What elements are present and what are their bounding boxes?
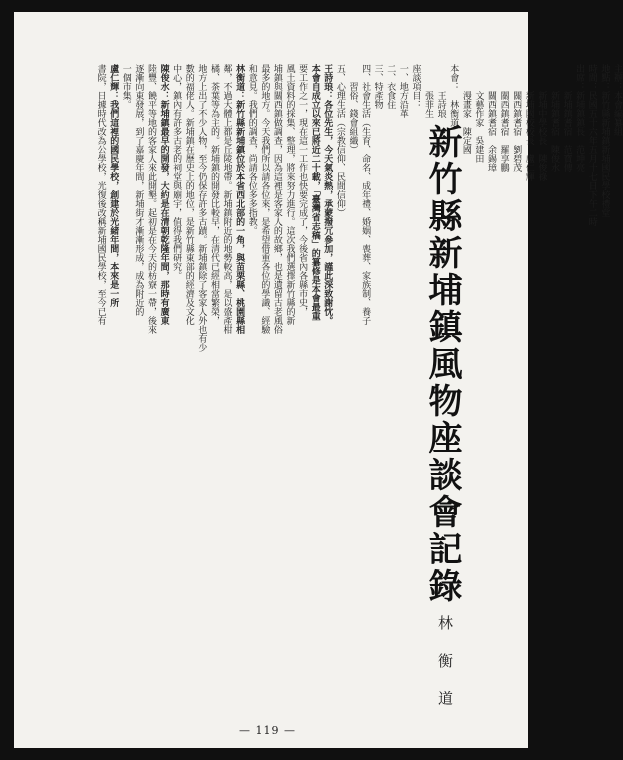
text-line: 數的福佬人。新埔鎮在歷史上的地位，是新竹縣東部的經濟及文化 — [183, 64, 194, 325]
text-line: 盧仁輝：我們這裡的國民學校，創建於光緒年間，本來是一所 — [108, 64, 119, 307]
text-line: 地方上出了不少人物，至今仍保存許多古蹟。新埔鎮除了客家人外也有少 — [196, 64, 207, 352]
text-line: 王詩琅：各位先生，今天氣炎熱，承蒙撥冗參加，謹此深致謝忱。 — [322, 64, 333, 325]
text-line: 一、地方沿革 — [397, 64, 408, 118]
text-line: 橘、茶葉等為主的。新埔鎮的開發比較早，在清代已經相當繁榮， — [208, 64, 219, 325]
text-line: 新埔國校校長 盧仁輝 — [523, 64, 534, 181]
text-line: 陳俊水：新埔鎮最早的開發，大約是在清朝乾隆年間，那時有廣東 — [158, 64, 169, 325]
text-line: 時間：民國五十六年五月十七日下午二時 — [586, 64, 597, 226]
text-line: 要工作之一，現在這一工作也快要完成了，今後省內各縣市史， — [297, 64, 308, 316]
text-line: 本會自成立以來已將近二十載，「臺灣省志稿」的纂修是本會最重 — [309, 64, 320, 321]
text-line: 五、心理生活（宗教信仰、民間信仰） — [334, 64, 345, 217]
author-name: 林 衡 道 — [436, 615, 454, 715]
text-line: 關西鎮耆宿 余錫璋 — [486, 64, 496, 172]
text-line: 關西鎮耆宿 羅享鵬 — [498, 64, 509, 172]
text-line: 和意見。我們的調查，尚請各位多多指教。 — [246, 64, 257, 235]
text-line: 二、衣食住 — [385, 64, 396, 109]
text-line: 主辦：本會編纂組 — [611, 64, 622, 136]
text-line: 漫畫家 陳定國 — [460, 64, 471, 154]
text-line: 逐漸向東發展，到了嘉慶年間，新埔街才漸漸形成，成為附近的 — [133, 64, 144, 316]
text-line: 鄰，不過大體上都是丘陵地帶。新埔鎮附近的地勢較高，是以盛產柑 — [221, 64, 232, 334]
text-line: 中心，鎮內有許多古老的祠堂與廟宇，值得我們研究。 — [171, 64, 182, 280]
article-title: 新竹縣新埔鎮風物座談會記錄 — [422, 124, 462, 605]
text-line: 關西鎮耆宿 劉碧茂 — [511, 64, 522, 172]
text-line: 座談項目： — [410, 64, 421, 109]
text-line: 風土資料的採集、整理，將來努力進行。這次我們選擇新竹縣的新 — [284, 64, 295, 325]
text-line: 王詩琅 — [435, 64, 446, 118]
text-line: 三、特產物 — [372, 64, 383, 109]
text-line: 新埔鎮耆宿 陳俊水 — [548, 64, 559, 172]
text-line: 書院，日據時代改為公學校，光復後改稱新埔國民學校，至今已有 — [95, 64, 106, 325]
text-line: 最多的地方。今天我們所以請各位來，是希望借重各位的學識、經驗 — [259, 64, 270, 334]
text-line: 林衡道：新竹縣新埔鎮位於本省西北部的一角，與苗栗縣、桃園縣相 — [234, 64, 245, 334]
article-body — [94, 64, 623, 714]
document-page — [14, 12, 622, 748]
text-line: 陸豐、饒平等地的客家人來此開墾。起初是在今天的枋寮一帶，後來 — [145, 64, 156, 334]
text-line: 一個市集。 — [120, 64, 131, 109]
text-line: 出席：新埔鎮鎮長 范坤亮 — [574, 64, 585, 172]
page-number: — 119 — — [239, 724, 296, 737]
text-line: 埔鎮與關西鎮做調查，因為這裡是客家人的故鄉，也是遺留古老風俗 — [271, 64, 282, 334]
text-line: 地點：新竹縣新埔鎮新埔國民學校禮堂 — [599, 64, 610, 217]
text-line: 四、社會生活（生育、命名、成年禮、婚姻、喪葬、家族制、養子 — [360, 64, 371, 325]
text-line: 張菲生 — [423, 64, 434, 118]
text-line: 新埔鎮耆宿 范寶傳 — [561, 64, 572, 172]
text-line: 文藝作家 吳建田 — [473, 64, 484, 163]
text-line: 習俗、錢會組織） — [347, 64, 358, 154]
text-line: 新埔中學校長 陳俊祿 — [536, 64, 547, 181]
text-line: 本會： 林衡道 — [448, 64, 459, 127]
